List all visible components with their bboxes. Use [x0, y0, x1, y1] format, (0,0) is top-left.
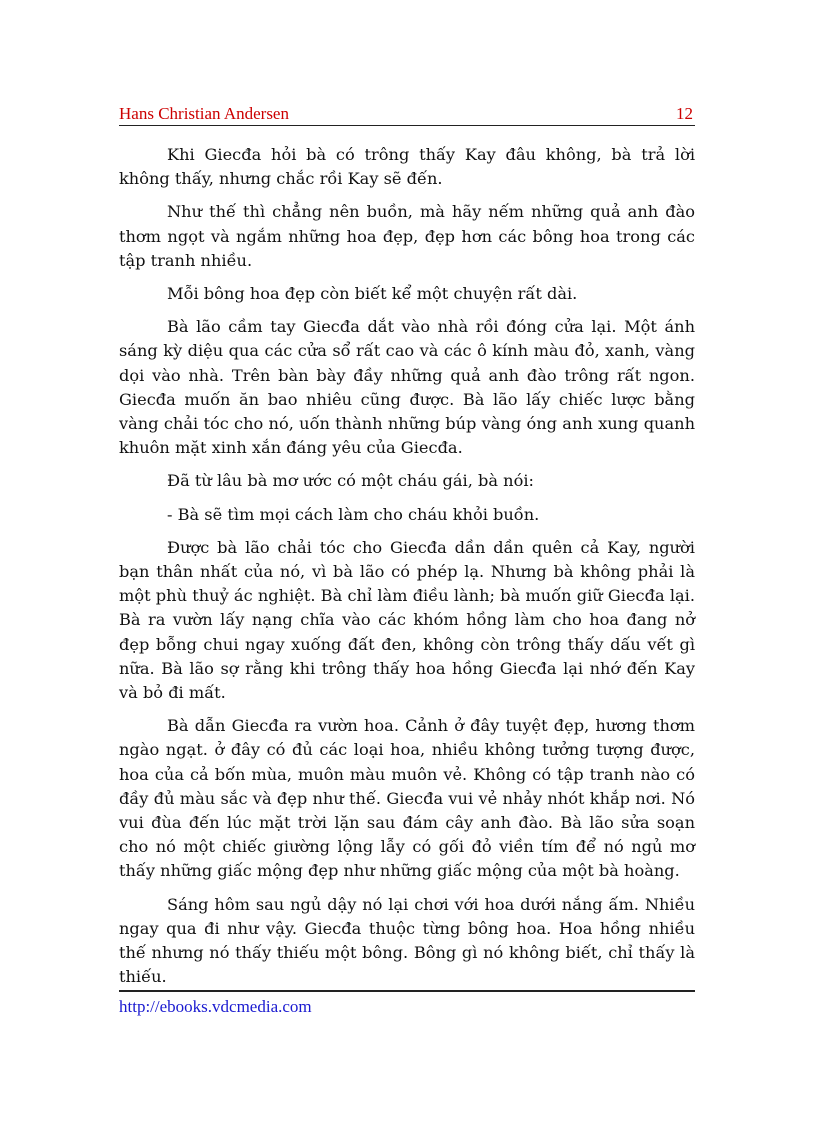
page-header [119, 103, 695, 126]
paragraph-5: Đã từ lâu bà mơ ước có một cháu gái, bà nói: [167, 471, 534, 491]
paragraph-3: Mỗi bông hoa đẹp còn biết kể một chuyện rất dài. [167, 284, 578, 304]
dialogue-line: - Bà sẽ tìm mọi cách làm cho cháu khỏi buồn. [167, 504, 540, 524]
paragraph-1: Khi Giecđa hỏi bà có trông thấy Kay đâu không, bà trả lời không thấy, nhưng chắc rồi Kay sẽ đến. [119, 145, 695, 189]
document-page [119, 0, 695, 1123]
footer-url-link[interactable]: http://ebooks.vdcmedia.com [119, 997, 312, 1016]
paragraph-4: Bà lão cầm tay Giecđa dắt vào nhà rồi đóng cửa lại. Một ánh sáng kỳ diệu qua các cửa sổ rất cao và các ô kính màu đỏ, xanh, vàng dọi vào nhà. Trên bàn bày đầy những quả anh đào trông rất ngon. Giecđa muốn ăn bao nhiêu cũng được. Bà lão lấy chiếc lược bằng vàng chải tóc cho nó, uốn thành những búp vàng óng anh xung quanh khuôn mặt xinh xắn đáng yêu của Giecđa. [119, 317, 695, 458]
story-body [119, 143, 695, 999]
book-author-title: Hans Christian Andersen [119, 104, 289, 123]
paragraph-8: Bà dẫn Giecđa ra vườn hoa. Cảnh ở đây tuyệt đẹp, hương thơm ngào ngạt. ở đây có đủ các loại hoa, nhiều không tưởng tượng được, hoa của cả bốn mùa, muôn màu muôn vẻ. Không có tập tranh nào có đầy đủ màu sắc và đẹp như thế. Giecđa vui vẻ nhảy nhót khắp nơi. Nó vui đùa đến lúc mặt trời lặn sau đám cây anh đào. Bà lão sửa soạn cho nó một chiếc giường lộng lẫy có gối đỏ viền tím để nó ngủ mơ thấy những giấc mộng đẹp như những giấc mộng của một bà hoàng. [119, 716, 695, 881]
footer-divider [119, 990, 695, 992]
page-number: 12 [676, 104, 693, 123]
paragraph-7: Được bà lão chải tóc cho Giecđa dần dần quên cả Kay, người bạn thân nhất của nó, vì bà lão có phép lạ. Nhưng bà không phải là một phù thuỷ ác nghiệt. Bà chỉ làm điều lành; bà muốn giữ Giecđa lại. Bà ra vườn lấy nạng chĩa vào các khóm hồng làm cho hoa đang nở đẹp bỗng chui ngay xuống đất đen, không còn trông thấy dấu vết gì nữa. Bà lão sợ rằng khi trông thấy hoa hồng Giecđa lại nhớ đến Kay và bỏ đi mất. [119, 537, 695, 703]
paragraph-9: Sáng hôm sau ngủ dậy nó lại chơi với hoa dưới nắng ấm. Nhiều ngay qua đi như vậy. Giecđa thuộc từng bông hoa. Hoa hồng nhiều thế nhưng nó thấy thiếu một bông. Bông gì nó không biết, chỉ thấy là thiếu. [119, 894, 695, 987]
paragraph-2: Như thế thì chẳng nên buồn, mà hãy nếm những quả anh đào thơm ngọt và ngắm những hoa đẹp, đẹp hơn các bông hoa trong các tập tranh nhiều. [119, 202, 695, 270]
